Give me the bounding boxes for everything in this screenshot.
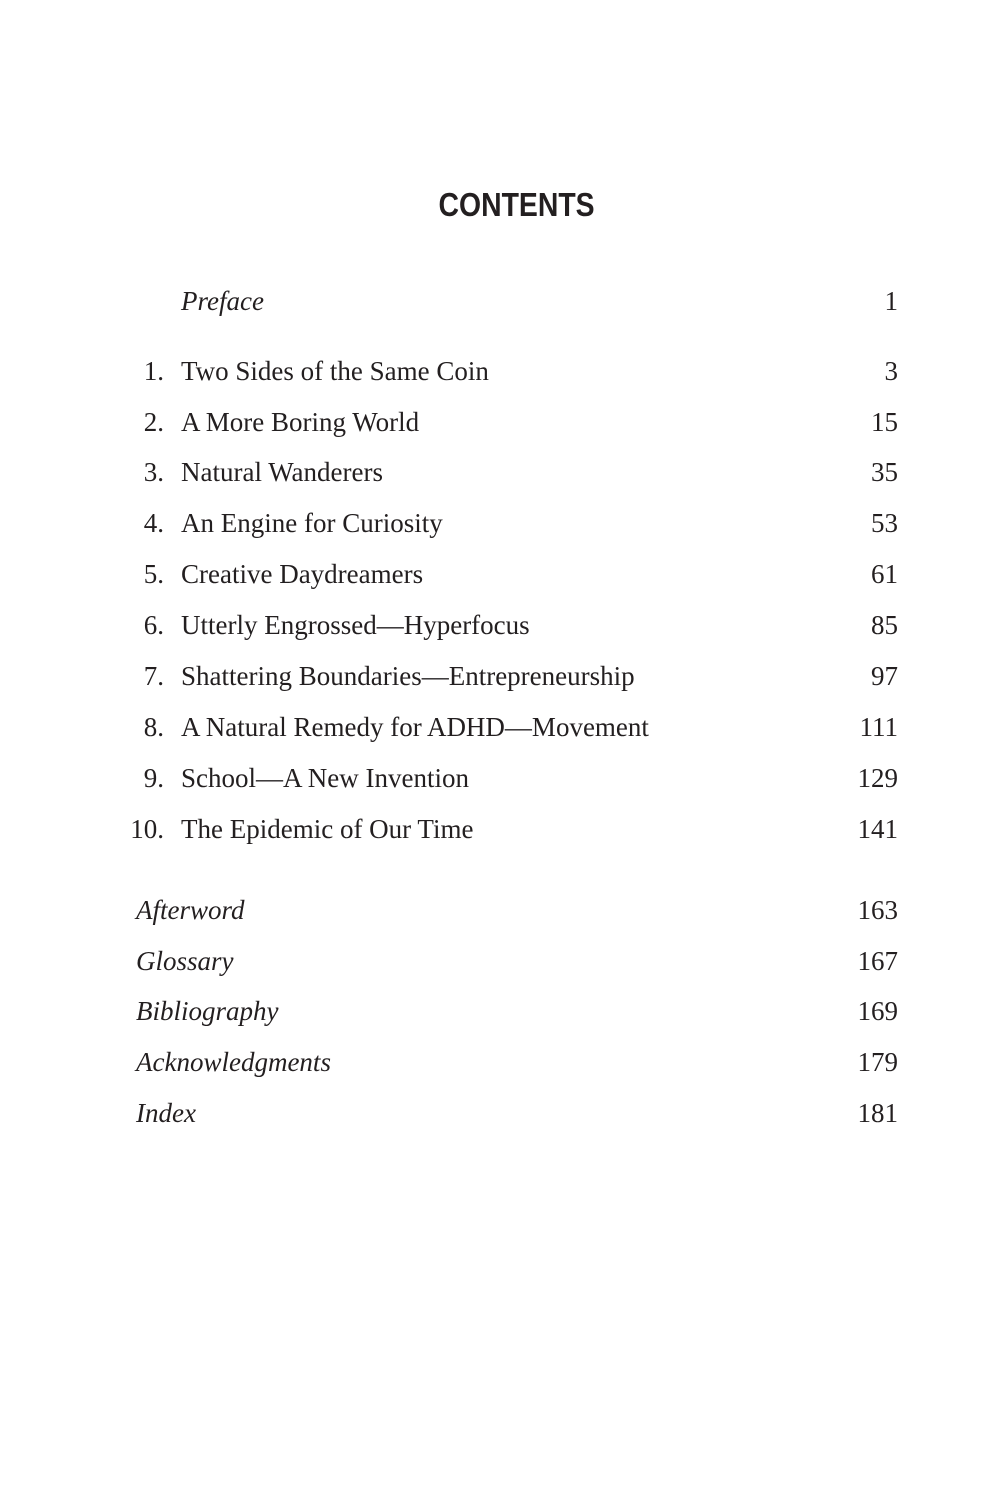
- toc-entry-label: A More Boring World: [181, 407, 420, 437]
- toc-entry-label: Index: [136, 1098, 196, 1128]
- toc-entry-chapter-4[interactable]: [0, 503, 1000, 543]
- toc-entry-label: Glossary: [136, 946, 234, 976]
- toc-entry-chapter-7[interactable]: [0, 656, 1000, 696]
- toc-entry-preface[interactable]: [0, 281, 1000, 321]
- toc-entry-index[interactable]: [0, 1093, 1000, 1133]
- chapter-number: 3.: [143, 457, 164, 487]
- toc-entry-page: 3: [884, 356, 898, 386]
- toc-entry-chapter-8[interactable]: [0, 707, 1000, 747]
- toc-entry-chapter-6[interactable]: [0, 605, 1000, 645]
- toc-entry-glossary[interactable]: [0, 941, 1000, 981]
- chapter-number: 6.: [143, 610, 164, 640]
- chapter-number: 1.: [143, 356, 164, 386]
- toc-entry-page: 179: [857, 1047, 898, 1077]
- toc-entry-page: 53: [871, 508, 898, 538]
- toc-entry-page: 181: [857, 1098, 898, 1128]
- toc-entry-label: Preface: [181, 286, 264, 316]
- toc-entry-label: Bibliography: [136, 996, 279, 1026]
- chapter-number: 2.: [143, 407, 164, 437]
- toc-entry-page: 85: [871, 610, 898, 640]
- toc-entry-page: 163: [857, 895, 898, 925]
- toc-entry-page: 111: [859, 712, 898, 742]
- chapter-number: 8.: [143, 712, 164, 742]
- toc-entry-label: School—A New Invention: [181, 763, 469, 793]
- toc-entry-label: Acknowledgments: [136, 1047, 331, 1077]
- toc-entry-chapter-1[interactable]: [0, 351, 1000, 391]
- toc-entry-label: Two Sides of the Same Coin: [181, 356, 489, 386]
- toc-entry-chapter-5[interactable]: [0, 554, 1000, 594]
- toc-entry-page: 141: [857, 814, 898, 844]
- toc-entry-label: An Engine for Curiosity: [181, 508, 443, 538]
- toc-entry-label: Shattering Boundaries—Entrepreneurship: [181, 661, 635, 691]
- toc-entry-label: Natural Wanderers: [181, 457, 383, 487]
- chapter-number: 7.: [143, 661, 164, 691]
- toc-entry-chapter-3[interactable]: [0, 452, 1000, 492]
- chapter-number: 10.: [130, 814, 164, 844]
- toc-entry-page: 1: [884, 286, 898, 316]
- toc-entry-page: 167: [857, 946, 898, 976]
- toc-entry-page: 97: [871, 661, 898, 691]
- toc-entry-page: 35: [871, 457, 898, 487]
- chapter-number: 4.: [143, 508, 164, 538]
- toc-entry-chapter-9[interactable]: [0, 758, 1000, 798]
- toc-entry-chapter-10[interactable]: [0, 809, 1000, 849]
- toc-entry-page: 129: [857, 763, 898, 793]
- toc-entry-label: A Natural Remedy for ADHD—Movement: [181, 712, 649, 742]
- page-title: CONTENTS: [438, 186, 595, 223]
- toc-entry-chapter-2[interactable]: [0, 402, 1000, 442]
- toc-entry-label: Utterly Engrossed—Hyperfocus: [181, 610, 530, 640]
- toc-entry-page: 61: [871, 559, 898, 589]
- toc-entry-afterword[interactable]: [0, 890, 1000, 930]
- chapter-number: 9.: [143, 763, 164, 793]
- toc-entry-page: 169: [857, 996, 898, 1026]
- toc-entry-label: The Epidemic of Our Time: [181, 814, 474, 844]
- toc-entry-label: Creative Daydreamers: [181, 559, 424, 589]
- toc-entry-label: Afterword: [136, 895, 245, 925]
- toc-entry-page: 15: [871, 407, 898, 437]
- chapter-number: 5.: [143, 559, 164, 589]
- toc-entry-bibliography[interactable]: [0, 991, 1000, 1031]
- toc-entry-acknowledgments[interactable]: [0, 1042, 1000, 1082]
